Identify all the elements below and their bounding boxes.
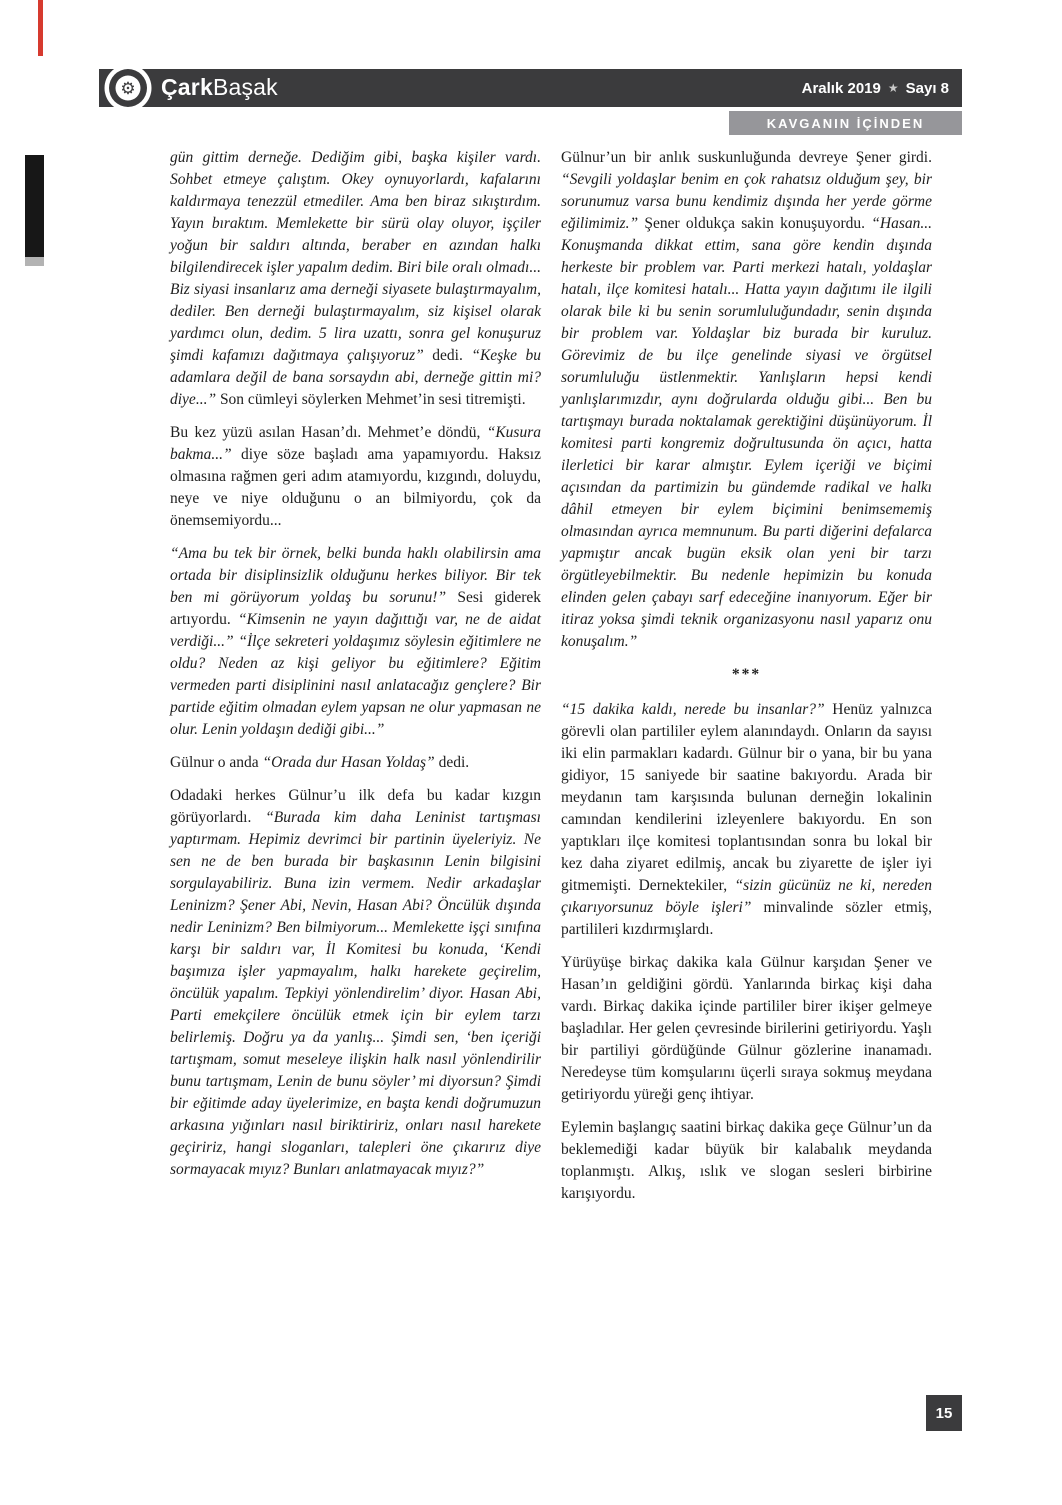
text-run: dedi. bbox=[434, 754, 470, 771]
paragraph bbox=[170, 147, 541, 411]
paragraph bbox=[170, 752, 541, 774]
paragraph bbox=[561, 147, 932, 653]
section-separator bbox=[561, 664, 932, 686]
text-run: *** bbox=[731, 666, 762, 683]
paragraph bbox=[170, 785, 541, 1181]
text-run: Odadaki herkes Gülnur’u ilk defa bu kadar kızgın görüyorlardı. bbox=[170, 787, 541, 826]
right-column bbox=[561, 147, 932, 1216]
text-run: “Kimsenin ne yayın dağıttığı var, ne de aidat verdiği...” “İlçe sekreteri yoldaşımız söylesin eğitimlere ne oldu? Neden az kişi geliyor bu eğitimlere? Eğitim vermeden parti disiplinini nasıl anlatacağız gençlere? Bir partide eğitim olmadan eylem yapsan ne olur yapmasan ne olur. Lenin yoldaşın dediği gibi...” bbox=[170, 611, 541, 738]
text-run: Eylemin başlangıç saatini birkaç dakika geçe Gülnur’un da beklemediği kadar büyük bir kalabalık meydanda toplanmıştı. Alkış, ıslık ve slogan sesleri birbirine karışıyordu. bbox=[561, 1119, 932, 1202]
masthead-bar bbox=[99, 69, 962, 107]
text-run: “15 dakika kaldı, nerede bu insanlar?” bbox=[561, 701, 825, 718]
text-run: Gülnur o anda bbox=[170, 754, 263, 771]
text-run: Gülnur’un bir anlık suskunluğunda devreye Şener girdi. bbox=[561, 149, 932, 166]
text-run: dedi. bbox=[423, 347, 472, 364]
text-run: Bu kez yüzü asılan Hasan’dı. Mehmet’e döndü, bbox=[170, 424, 487, 441]
publication-title-bold: Çark bbox=[161, 74, 213, 100]
gear-glyph: ⚙ bbox=[120, 79, 136, 98]
text-run: “Sevgili yoldaşlar benim en çok rahatsız olduğum şey, bir sorunumuz varsa bunu kendimiz dışında her yerde görme eğilimimiz.” bbox=[561, 171, 932, 232]
page-number: 15 bbox=[935, 1404, 953, 1422]
text-run: “Keşke bu adamlara değil de bana sorsaydın abi, derneğe gittin mi? diye...” bbox=[170, 347, 541, 408]
text-run: Henüz yalnızca görevli olan partililer eylem alanındaydı. Onların da sayısı iki elin parmakları kadardı. Gülnur bir o yana, bir bu yana gidiyor, 15 saniyede bir saatine bakıyordu. Arada bir meydanın tam karşısında bulunan derneğin lokalinin camından kendilerini izleyenlere bakıyordu. En son yaptıkları ilçe komitesi toplantısından sonra bu lokal bir kez daha ziyaret edilmiş, ancak bu ziyarette de işler iyi gitmemişti. Dernektekiler, bbox=[561, 701, 932, 894]
paragraph bbox=[561, 699, 932, 941]
text-run: Yürüyüşe birkaç dakika kala Gülnur karşıdan Şener ve Hasan’ın geldiğini gördü. Yanlarında birkaç kişi daha vardı. Birkaç dakika içinde partililer birer ikişer gelmeye başladılar. Her gelen çevresinde birilerini getiriyordu. Yaşlı bir partiliyi gördüğünde Gülnur gözlerine inanamadı. Neredeyse tüm komşularını üçerli sıraya sokmuş meydana getiriyordu yüreği genç ihtiyar. bbox=[561, 954, 932, 1103]
margin-gray-bar bbox=[25, 257, 44, 266]
issue-date: Aralık 2019 bbox=[801, 79, 881, 97]
text-run: “sizin gücünüz ne ki, nereden çıkarıyorsunuz böyle işleri” bbox=[561, 877, 933, 916]
paragraph bbox=[561, 952, 932, 1106]
publication-title bbox=[161, 74, 278, 101]
margin-black-bar bbox=[25, 155, 44, 257]
page-number-badge bbox=[926, 1395, 962, 1431]
left-column bbox=[170, 147, 541, 1216]
paragraph bbox=[561, 1117, 932, 1205]
issue-info bbox=[802, 69, 949, 107]
text-run: “Hasan... Konuşmanda dikkat ettim, sana göre kendin dışında herkeste bir problem var. Parti merkezi hatalı, yoldaşlar hatalı, ilçe komitesi hatalı... Hatta yayın dağıtımı ile ilgili olarak bile ki bu senin sorumluluğundadır, senin dışında bir problem var. Yoldaşlar biz burada bir kuruluz. Görevimiz de bu ilçe genelinde siyasi ve örgütsel sorumluluğu üstlenmektir. Yanlışların hepsi kendi yanlışlarımızdır, aynı doğrularda olduğu gibi... Ben bu tartışmayı burada noktalamak gerektiğini düşünüyorum. İl komitesi parti kongremiz doğrultusunda ön açıcı, hatta ilerletici bir karar almıştır. Eylem içeriği ve biçimi açısından da partimizin bu gündemde radikal ve halkı dâhil etmeyen bir eylem biçimini benimsememiş olmasından ayrıca memnunum. Bu parti diğerini defalarca yapmıştır ancak bugün eksik olan yeni bir tarzı örgütleyebilmektir. Bu nedenle hepimizin bu konuda elinden gelen çabayı sarf edeceğine inanıyorum. Eğer bir itiraz yoksa şimdi teknik organizasyonu nasıl yaparız onu konuşalım.” bbox=[561, 215, 932, 650]
text-run: “Burada kim daha Leninist tartışması yaptırmam. Hepimiz devrimci bir partinin üyeleriyiz. Ne sen ne de ben burada bir başkasının Lenin bilgisini sorgulayabiliriz. Buna izin vermem. Nedir arkadaşlar Leninizm? Şener Abi, Nevin, Hasan Abi? Öncülük dışında nedir Leninizm? Ben bilmiyorum... Memlekette işçi sınıfına karşı bir saldırı var, İl Komitesi bu konuda, ‘Kendi başımıza işler yapmayalım, halkı harekete geçirelim, öncülük yapalım. Tepkiyi yönlendirelim’ diyor. Hasan Abi, Parti emekçilere öncülük etmek için bir eylem tarzı belirlemiş. Doğru ya da yanlış... Şimdi sen, ‘ben içeriği tartışmam, somut meseleye ilişkin halk nasıl yönlendirilir bunu tartışmam, Lenin de bunu söyler’ mi diyorsun? Şimdi bir eğitimde aday üyelerimize, en başta kendi doğrumuzun arkasına yığınları nasıl biriktiririz, onları nasıl harekete geçiririz, hangi sloganları, talepleri öne çıkarırız diye sormayacak mıyız? Bunları anlatmayacak mıyız?” bbox=[170, 809, 541, 1178]
text-run: “Ama bu tek bir örnek, belki bunda haklı olabilirsin ama ortada bir disiplinsizlik olduğunu herkes biliyor. Bir tek ben mi görüyorum yoldaş bu sorunu!” bbox=[170, 545, 541, 606]
article-body bbox=[170, 147, 932, 1216]
publication-title-light: Başak bbox=[212, 74, 278, 100]
text-run: gün gittim derneğe. Dediğim gibi, başka kişiler vardı. Sohbet etmeye çalıştım. Okey oynuyorlardı, kafalarını kaldırmaya tenezzül etmediler. Ama ben biraz sıkıştırdım. Yayın bıraktım. Memlekette bir sürü olay oluyor, işçiler yoğun bir saldırı altında, beraber en azından halkı bilgilendirecek işler yapalım dedim. Biri bile oralı olmadı... Biz siyasi insanlarız ama derneği siyasete bulaştırmayalım, dediler. Ben derneği bulaştırmayalım, siz kişisel olarak yardımcı olun, dedim. 5 lira uzattı, sonra gel konuşuruz şimdi kafamızı dağıtmaya çalışıyoruz” bbox=[170, 149, 541, 364]
registration-mark bbox=[38, 0, 43, 56]
text-run: diye söze başladı ama yapamıyordu. Haksız olmasına rağmen geri adım atamıyordu, kızgındı, doluydu, neye ve niye olduğunu o an bilmiyordu, çok da önemsemiyordu... bbox=[170, 446, 541, 529]
carkbasak-logo-icon bbox=[104, 64, 152, 112]
paragraph bbox=[170, 422, 541, 532]
text-run: minvalinde sözler etmiş, partilileri kızdırmışlardı. bbox=[561, 899, 933, 938]
section-title: KAVGANIN İÇİNDEN bbox=[766, 115, 925, 131]
section-header bbox=[729, 111, 962, 135]
text-run: “Orada dur Hasan Yoldaş” bbox=[262, 754, 435, 771]
text-run: Şener oldukça sakin konuşuyordu. bbox=[638, 215, 872, 232]
text-run: “Kusura bakma...” bbox=[170, 424, 541, 463]
star-icon: ★ bbox=[887, 81, 899, 95]
text-run: Son cümleyi söylerken Mehmet’in sesi titremişti. bbox=[216, 391, 526, 408]
paragraph bbox=[170, 543, 541, 741]
text-run: Sesi giderek artıyordu. bbox=[170, 589, 541, 628]
issue-number: Sayı 8 bbox=[905, 79, 949, 97]
